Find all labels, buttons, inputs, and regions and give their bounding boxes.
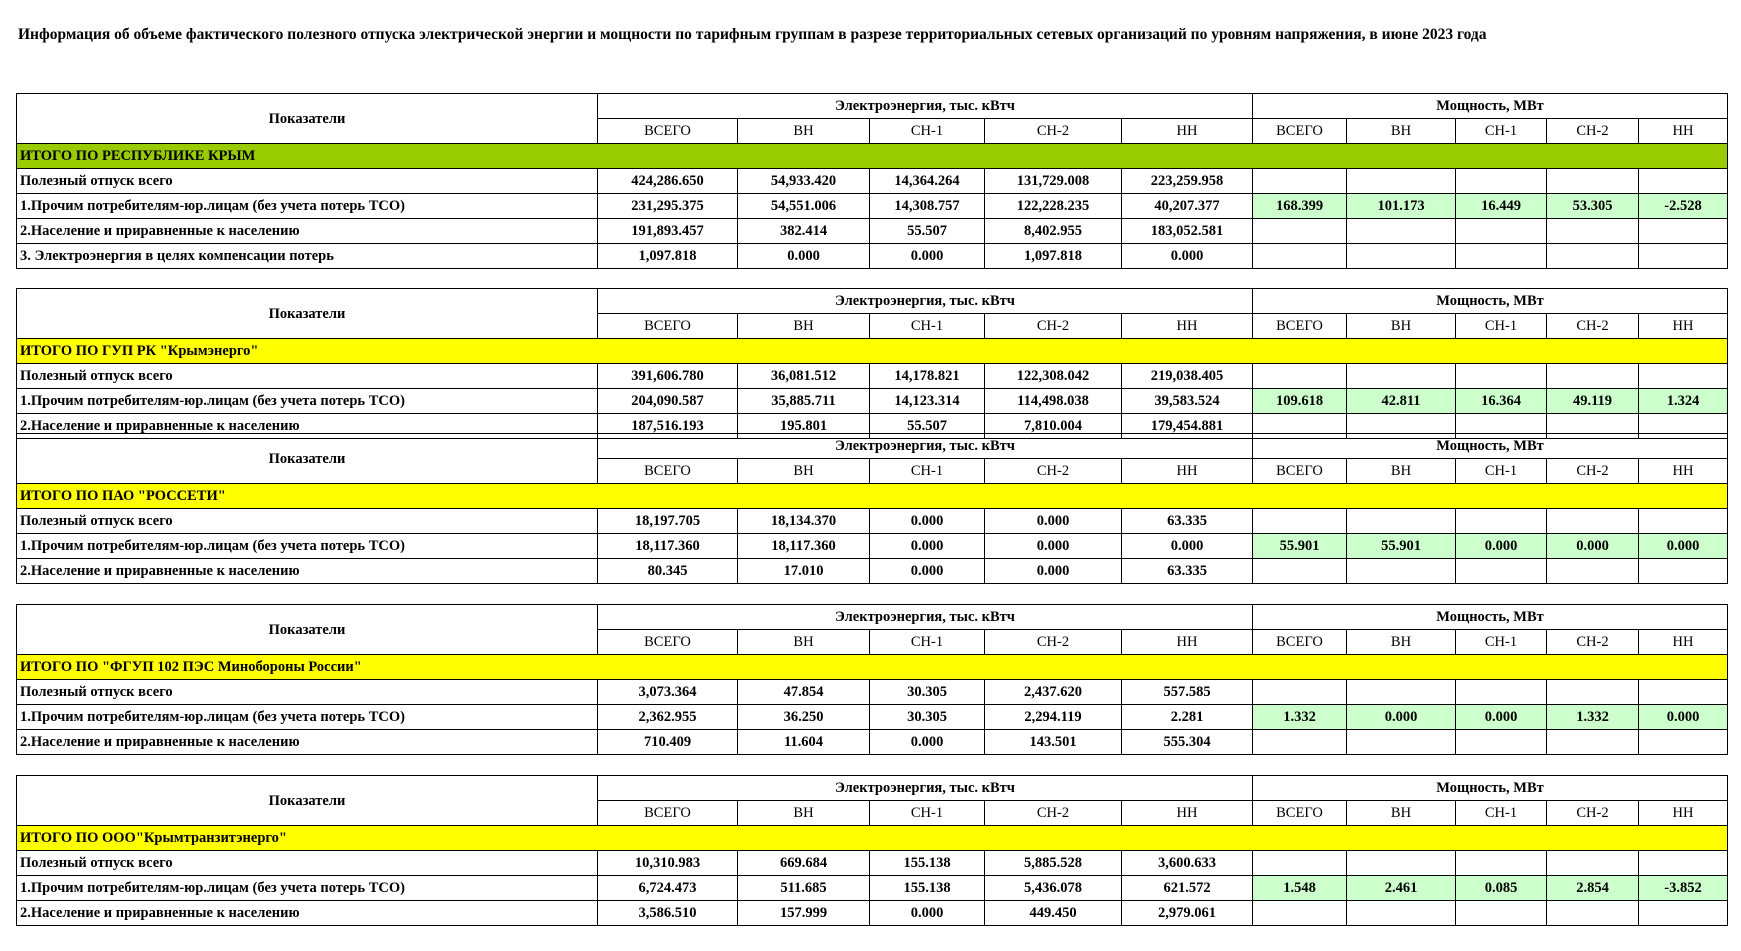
energy-cell: 2,437.620 — [985, 680, 1122, 705]
column-header: НН — [1122, 459, 1253, 484]
power-cell: 2.461 — [1347, 876, 1456, 901]
power-cell: 1.324 — [1639, 389, 1728, 414]
power-cell — [1347, 851, 1456, 876]
power-cell — [1639, 244, 1728, 269]
energy-cell: 2.281 — [1122, 705, 1253, 730]
energy-cell: 2,362.955 — [598, 705, 738, 730]
energy-cell: 18,117.360 — [598, 534, 738, 559]
energy-cell: 36,081.512 — [738, 364, 870, 389]
power-cell: 55.901 — [1347, 534, 1456, 559]
column-header: НН — [1122, 314, 1253, 339]
energy-cell: 2,294.119 — [985, 705, 1122, 730]
power-cell — [1456, 219, 1547, 244]
power-cell — [1456, 169, 1547, 194]
table-row — [17, 705, 1728, 730]
table-row — [17, 680, 1728, 705]
power-cell: 0.000 — [1347, 705, 1456, 730]
power-cell — [1547, 680, 1639, 705]
energy-cell: 155.138 — [870, 851, 985, 876]
power-cell — [1253, 509, 1347, 534]
power-cell — [1639, 509, 1728, 534]
table-row — [17, 901, 1728, 926]
column-header: ВСЕГО — [1253, 630, 1347, 655]
energy-cell: 63.335 — [1122, 509, 1253, 534]
table-row — [17, 534, 1728, 559]
energy-cell: 63.335 — [1122, 559, 1253, 584]
section-title: ИТОГО ПО "ФГУП 102 ПЭС Минобороны России" — [17, 655, 1728, 680]
power-cell — [1456, 364, 1547, 389]
energy-cell: 5,436.078 — [985, 876, 1122, 901]
energy-cell: 8,402.955 — [985, 219, 1122, 244]
energy-cell: 2,979.061 — [1122, 901, 1253, 926]
energy-group-header: Электроэнергия, тыс. кВтч — [598, 776, 1253, 801]
energy-cell: 18,197.705 — [598, 509, 738, 534]
column-header: НН — [1122, 801, 1253, 826]
energy-cell: 54,933.420 — [738, 169, 870, 194]
energy-cell: 204,090.587 — [598, 389, 738, 414]
energy-cell: 219,038.405 — [1122, 364, 1253, 389]
energy-cell: 36.250 — [738, 705, 870, 730]
energy-cell: 0.000 — [870, 559, 985, 584]
energy-cell: 511.685 — [738, 876, 870, 901]
row-label: Полезный отпуск всего — [17, 851, 598, 876]
power-group-header: Мощность, МВт — [1253, 289, 1728, 314]
row-label: 1.Прочим потребителям-юр.лицам (без учета потерь ТСО) — [17, 194, 598, 219]
power-cell — [1547, 169, 1639, 194]
energy-cell: 30.305 — [870, 705, 985, 730]
power-cell: 1.548 — [1253, 876, 1347, 901]
energy-cell: 710.409 — [598, 730, 738, 755]
column-header: ВСЕГО — [1253, 459, 1347, 484]
power-cell — [1639, 364, 1728, 389]
row-label: Полезный отпуск всего — [17, 169, 598, 194]
energy-cell: 0.000 — [1122, 534, 1253, 559]
column-header: ВН — [1347, 801, 1456, 826]
energy-cell: 195.801 — [738, 414, 870, 439]
row-label: 1.Прочим потребителям-юр.лицам (без учета потерь ТСО) — [17, 389, 598, 414]
energy-cell: 55.507 — [870, 219, 985, 244]
row-label: Полезный отпуск всего — [17, 509, 598, 534]
column-header: ВН — [738, 459, 870, 484]
table-row — [17, 559, 1728, 584]
power-cell — [1639, 219, 1728, 244]
power-cell: 0.000 — [1639, 534, 1728, 559]
row-label: 2.Население и приравненные к населению — [17, 219, 598, 244]
energy-cell: 30.305 — [870, 680, 985, 705]
power-cell — [1253, 730, 1347, 755]
energy-cell: 0.000 — [1122, 244, 1253, 269]
power-cell: 101.173 — [1347, 194, 1456, 219]
power-cell: 109.618 — [1253, 389, 1347, 414]
energy-cell: 7,810.004 — [985, 414, 1122, 439]
row-label: 3. Электроэнергия в целях компенсации потерь — [17, 244, 598, 269]
column-header: ВСЕГО — [1253, 314, 1347, 339]
power-cell — [1253, 244, 1347, 269]
column-header: ВН — [738, 630, 870, 655]
energy-cell: 0.000 — [870, 534, 985, 559]
power-cell — [1347, 219, 1456, 244]
column-header: ВН — [1347, 314, 1456, 339]
column-header: НН — [1122, 630, 1253, 655]
energy-cell: 187,516.193 — [598, 414, 738, 439]
energy-cell: 557.585 — [1122, 680, 1253, 705]
power-cell — [1639, 559, 1728, 584]
power-cell — [1639, 851, 1728, 876]
column-header: ВН — [738, 119, 870, 144]
column-header: СН-1 — [1456, 119, 1547, 144]
report-block — [16, 604, 1728, 755]
power-group-header: Мощность, МВт — [1253, 605, 1728, 630]
table-row — [17, 730, 1728, 755]
column-header: СН-1 — [870, 630, 985, 655]
energy-cell: 621.572 — [1122, 876, 1253, 901]
column-header: СН-2 — [1547, 314, 1639, 339]
energy-cell: 179,454.881 — [1122, 414, 1253, 439]
energy-cell: 11.604 — [738, 730, 870, 755]
energy-cell: 80.345 — [598, 559, 738, 584]
energy-cell: 54,551.006 — [738, 194, 870, 219]
column-header: СН-2 — [985, 459, 1122, 484]
power-cell — [1347, 244, 1456, 269]
power-cell — [1547, 509, 1639, 534]
column-header: НН — [1639, 119, 1728, 144]
indicators-header: Показатели — [17, 94, 598, 144]
energy-cell: 114,498.038 — [985, 389, 1122, 414]
power-cell: 0.000 — [1456, 534, 1547, 559]
column-header: СН-2 — [1547, 459, 1639, 484]
table-row — [17, 876, 1728, 901]
power-cell — [1347, 901, 1456, 926]
power-cell — [1253, 364, 1347, 389]
column-header: СН-1 — [870, 801, 985, 826]
energy-cell: 3,600.633 — [1122, 851, 1253, 876]
power-group-header: Мощность, МВт — [1253, 776, 1728, 801]
table-row — [17, 219, 1728, 244]
column-header: НН — [1639, 630, 1728, 655]
page-title: Информация об объеме фактического полезного отпуска электрической энергии и мощности по тарифным группам в разрезе территориальных сетевых организаций по уровням напряжения, в июне 2023 года — [18, 26, 1487, 43]
energy-cell: 122,228.235 — [985, 194, 1122, 219]
energy-cell: 47.854 — [738, 680, 870, 705]
power-cell: 16.364 — [1456, 389, 1547, 414]
energy-cell: 0.000 — [870, 901, 985, 926]
power-group-header: Мощность, МВт — [1253, 434, 1728, 459]
column-header: ВН — [738, 314, 870, 339]
power-cell — [1639, 680, 1728, 705]
power-cell: 42.811 — [1347, 389, 1456, 414]
energy-cell: 0.000 — [870, 244, 985, 269]
table-row — [17, 509, 1728, 534]
column-header: СН-1 — [1456, 630, 1547, 655]
energy-cell: 1,097.818 — [985, 244, 1122, 269]
energy-cell: 555.304 — [1122, 730, 1253, 755]
power-cell — [1456, 509, 1547, 534]
energy-cell: 14,178.821 — [870, 364, 985, 389]
power-cell — [1547, 901, 1639, 926]
column-header: СН-2 — [1547, 801, 1639, 826]
column-header: ВСЕГО — [1253, 119, 1347, 144]
energy-cell: 1,097.818 — [598, 244, 738, 269]
column-header: НН — [1639, 314, 1728, 339]
energy-group-header: Электроэнергия, тыс. кВтч — [598, 605, 1253, 630]
section-title: ИТОГО ПО ООО"Крымтранзитэнерго" — [17, 826, 1728, 851]
table-row — [17, 364, 1728, 389]
energy-cell: 3,073.364 — [598, 680, 738, 705]
energy-cell: 3,586.510 — [598, 901, 738, 926]
column-header: СН-1 — [1456, 314, 1547, 339]
report-block — [16, 93, 1728, 269]
row-label: 2.Население и приравненные к населению — [17, 559, 598, 584]
report-block — [16, 433, 1728, 584]
power-cell — [1347, 169, 1456, 194]
column-header: ВСЕГО — [598, 459, 738, 484]
power-cell — [1456, 851, 1547, 876]
indicators-header: Показатели — [17, 289, 598, 339]
column-header: СН-2 — [1547, 630, 1639, 655]
power-cell — [1547, 244, 1639, 269]
section-title: ИТОГО ПО ПАО "РОССЕТИ" — [17, 484, 1728, 509]
energy-cell: 5,885.528 — [985, 851, 1122, 876]
power-cell — [1253, 219, 1347, 244]
energy-cell: 424,286.650 — [598, 169, 738, 194]
power-cell — [1456, 244, 1547, 269]
energy-cell: 122,308.042 — [985, 364, 1122, 389]
power-cell — [1456, 680, 1547, 705]
energy-cell: 14,123.314 — [870, 389, 985, 414]
column-header: СН-1 — [870, 459, 985, 484]
power-cell — [1547, 364, 1639, 389]
energy-cell: 0.000 — [985, 559, 1122, 584]
energy-cell: 231,295.375 — [598, 194, 738, 219]
column-header: НН — [1639, 801, 1728, 826]
table-row — [17, 389, 1728, 414]
section-title: ИТОГО ПО ГУП РК "Крымэнерго" — [17, 339, 1728, 364]
column-header: СН-2 — [985, 314, 1122, 339]
power-cell: 2.854 — [1547, 876, 1639, 901]
power-cell: 53.305 — [1547, 194, 1639, 219]
energy-cell: 183,052.581 — [1122, 219, 1253, 244]
power-cell — [1347, 364, 1456, 389]
power-cell — [1547, 851, 1639, 876]
column-header: ВСЕГО — [598, 119, 738, 144]
row-label: 2.Население и приравненные к населению — [17, 730, 598, 755]
power-cell: 55.901 — [1253, 534, 1347, 559]
column-header: СН-1 — [870, 119, 985, 144]
power-cell: 0.000 — [1547, 534, 1639, 559]
power-cell — [1347, 559, 1456, 584]
column-header: ВН — [1347, 119, 1456, 144]
indicators-header: Показатели — [17, 434, 598, 484]
energy-cell: 0.000 — [738, 244, 870, 269]
power-cell — [1456, 901, 1547, 926]
power-cell: -3.852 — [1639, 876, 1728, 901]
energy-cell: 157.999 — [738, 901, 870, 926]
column-header: НН — [1122, 119, 1253, 144]
column-header: ВСЕГО — [1253, 801, 1347, 826]
column-header: НН — [1639, 459, 1728, 484]
column-header: СН-1 — [870, 314, 985, 339]
power-cell: -2.528 — [1639, 194, 1728, 219]
row-label: Полезный отпуск всего — [17, 364, 598, 389]
column-header: ВН — [1347, 630, 1456, 655]
column-header: СН-2 — [985, 630, 1122, 655]
power-cell — [1253, 680, 1347, 705]
energy-cell: 55.507 — [870, 414, 985, 439]
energy-cell: 131,729.008 — [985, 169, 1122, 194]
energy-cell: 39,583.524 — [1122, 389, 1253, 414]
power-cell — [1456, 730, 1547, 755]
row-label: 2.Население и приравненные к населению — [17, 414, 598, 439]
power-cell: 0.000 — [1639, 705, 1728, 730]
power-group-header: Мощность, МВт — [1253, 94, 1728, 119]
energy-cell: 155.138 — [870, 876, 985, 901]
energy-cell: 14,364.264 — [870, 169, 985, 194]
row-label: 1.Прочим потребителям-юр.лицам (без учета потерь ТСО) — [17, 876, 598, 901]
power-cell: 0.000 — [1456, 705, 1547, 730]
power-cell: 49.119 — [1547, 389, 1639, 414]
energy-cell: 382.414 — [738, 219, 870, 244]
energy-cell: 0.000 — [870, 730, 985, 755]
column-header: СН-2 — [985, 801, 1122, 826]
table-row — [17, 169, 1728, 194]
energy-cell: 391,606.780 — [598, 364, 738, 389]
energy-cell: 191,893.457 — [598, 219, 738, 244]
power-cell — [1347, 730, 1456, 755]
row-label: 1.Прочим потребителям-юр.лицам (без учета потерь ТСО) — [17, 705, 598, 730]
energy-cell: 18,117.360 — [738, 534, 870, 559]
power-cell — [1639, 169, 1728, 194]
energy-cell: 223,259.958 — [1122, 169, 1253, 194]
power-cell: 0.085 — [1456, 876, 1547, 901]
energy-group-header: Электроэнергия, тыс. кВтч — [598, 434, 1253, 459]
power-cell: 168.399 — [1253, 194, 1347, 219]
power-cell — [1547, 730, 1639, 755]
section-title: ИТОГО ПО РЕСПУБЛИКЕ КРЫМ — [17, 144, 1728, 169]
column-header: ВСЕГО — [598, 801, 738, 826]
power-cell — [1253, 169, 1347, 194]
column-header: СН-1 — [1456, 801, 1547, 826]
power-cell — [1639, 901, 1728, 926]
power-cell — [1253, 559, 1347, 584]
energy-cell: 449.450 — [985, 901, 1122, 926]
indicators-header: Показатели — [17, 776, 598, 826]
column-header: СН-2 — [1547, 119, 1639, 144]
column-header: ВСЕГО — [598, 314, 738, 339]
energy-cell: 6,724.473 — [598, 876, 738, 901]
table-row — [17, 851, 1728, 876]
power-cell: 1.332 — [1547, 705, 1639, 730]
power-cell — [1547, 219, 1639, 244]
energy-cell: 0.000 — [985, 509, 1122, 534]
energy-group-header: Электроэнергия, тыс. кВтч — [598, 94, 1253, 119]
power-cell — [1456, 559, 1547, 584]
row-label: 2.Население и приравненные к населению — [17, 901, 598, 926]
energy-cell: 14,308.757 — [870, 194, 985, 219]
power-cell: 16.449 — [1456, 194, 1547, 219]
indicators-header: Показатели — [17, 605, 598, 655]
energy-cell: 40,207.377 — [1122, 194, 1253, 219]
power-cell — [1639, 730, 1728, 755]
energy-cell: 17.010 — [738, 559, 870, 584]
energy-cell: 35,885.711 — [738, 389, 870, 414]
power-cell — [1347, 680, 1456, 705]
energy-cell: 143.501 — [985, 730, 1122, 755]
table-row — [17, 244, 1728, 269]
power-cell — [1547, 559, 1639, 584]
column-header: ВСЕГО — [598, 630, 738, 655]
energy-cell: 0.000 — [985, 534, 1122, 559]
row-label: 1.Прочим потребителям-юр.лицам (без учета потерь ТСО) — [17, 534, 598, 559]
column-header: ВН — [1347, 459, 1456, 484]
energy-cell: 10,310.983 — [598, 851, 738, 876]
table-row — [17, 194, 1728, 219]
power-cell — [1253, 851, 1347, 876]
column-header: СН-2 — [985, 119, 1122, 144]
energy-cell: 18,134.370 — [738, 509, 870, 534]
energy-cell: 669.684 — [738, 851, 870, 876]
column-header: СН-1 — [1456, 459, 1547, 484]
row-label: Полезный отпуск всего — [17, 680, 598, 705]
power-cell: 1.332 — [1253, 705, 1347, 730]
power-cell — [1253, 901, 1347, 926]
power-cell — [1347, 509, 1456, 534]
report-block — [16, 288, 1728, 439]
energy-group-header: Электроэнергия, тыс. кВтч — [598, 289, 1253, 314]
report-block — [16, 775, 1728, 926]
column-header: ВН — [738, 801, 870, 826]
energy-cell: 0.000 — [870, 509, 985, 534]
